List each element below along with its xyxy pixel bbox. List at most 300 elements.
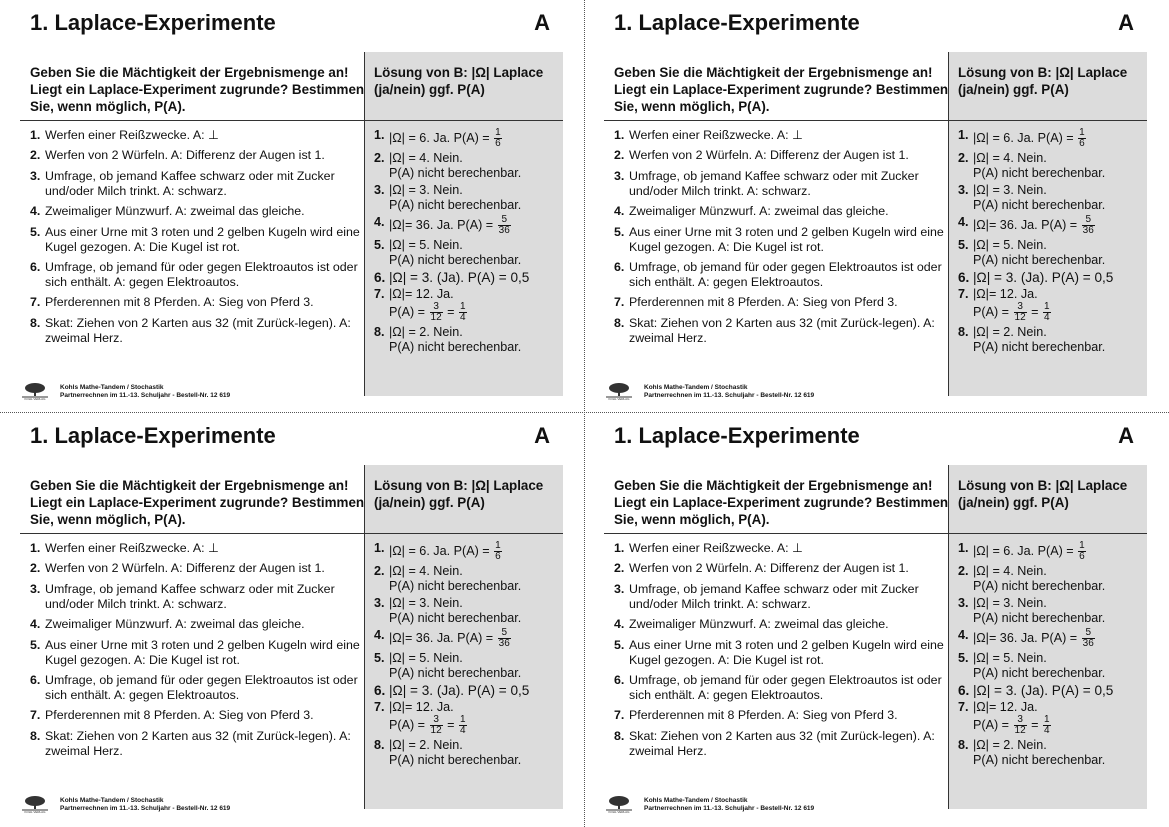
- fraction: [1014, 302, 1027, 323]
- footer-text: [60, 797, 230, 813]
- solution-text: P(A) nicht berechenbar.: [389, 611, 522, 625]
- footer: [18, 795, 230, 813]
- solution-text: P(A) nicht berechenbar.: [973, 666, 1106, 680]
- item-text: Skat: Ziehen von 2 Karten aus 32 (mit Zurück-legen). A: zweimal Herz.: [45, 315, 351, 345]
- numerator: 1: [1044, 714, 1050, 725]
- publisher-logo: [602, 382, 636, 400]
- fraction: [498, 215, 511, 236]
- list-item: [30, 316, 368, 346]
- solution-item: [374, 151, 563, 181]
- divider: [365, 120, 563, 121]
- item-text: Umfrage, ob jemand für oder gegen Elektroautos ist oder sich enthält. A: gegen Elektroautos.: [45, 259, 358, 289]
- fraction: [430, 302, 443, 323]
- list-item: [30, 128, 368, 143]
- item-number: 6.: [374, 270, 386, 285]
- numerator: 3: [430, 302, 443, 313]
- solution-item: [958, 270, 1147, 285]
- task-list: [614, 128, 952, 351]
- item-text: Umfrage, ob jemand Kaffee schwarz oder mit Zucker und/oder Milch trinkt. A: schwarz.: [629, 581, 919, 611]
- task-question: Geben Sie die Mächtigkeit der Ergebnismenge an! Liegt ein Laplace-Experiment zugrunde? Bestimmen Sie, wenn möglich, P(A).: [614, 478, 949, 527]
- item-number: 3.: [958, 596, 969, 610]
- item-text: Pferderennen mit 8 Pferden. A: Sieg von Pferd 3.: [45, 708, 314, 723]
- solution-text: |Ω| = 2. Nein.: [973, 325, 1047, 339]
- item-text: Werfen von 2 Würfeln. A: Differenz der Augen ist 1.: [45, 561, 325, 576]
- task-panel: [604, 465, 948, 809]
- list-item: [30, 295, 368, 310]
- solution-item: [374, 700, 563, 736]
- solution-text: P(A) nicht berechenbar.: [389, 666, 522, 680]
- item-number: 5.: [30, 637, 41, 652]
- solution-list: [374, 128, 563, 357]
- item-number: 1.: [614, 541, 625, 555]
- solution-text: |Ω| = 5. Nein.: [973, 651, 1047, 665]
- solution-panel: [364, 52, 563, 396]
- solution-text: |Ω| = 2. Nein.: [389, 325, 463, 339]
- solution-header: Lösung von B: |Ω| Laplace (ja/nein) ggf. P(A): [958, 478, 1128, 510]
- list-item: [30, 225, 368, 255]
- item-number: 7.: [958, 287, 969, 301]
- solution-text: P(A) =: [389, 304, 426, 319]
- solution-item: [374, 325, 563, 355]
- solution-text: |Ω| = 4. Nein.: [389, 151, 463, 165]
- footer-line: Kohls Mathe-Tandem / Stochastik: [644, 797, 748, 804]
- solution-text: |Ω|= 36. Ja. P(A) =: [973, 217, 1078, 232]
- solution-text: P(A) nicht berechenbar.: [389, 579, 522, 593]
- item-text: Werfen von 2 Würfeln. A: Differenz der Augen ist 1.: [45, 148, 325, 163]
- item-text: Zweimaliger Münzwurf. A: zweimal das gleiche.: [629, 204, 889, 219]
- list-item: [614, 729, 952, 759]
- list-item: [30, 561, 368, 576]
- footer-line: Partnerrechnen im 11.-13. Schuljahr - Bestell-Nr. 12 619: [60, 392, 231, 399]
- solution-item: [958, 564, 1147, 594]
- card-letter: A: [1118, 10, 1134, 35]
- item-number: 1.: [30, 541, 41, 555]
- solution-text: |Ω| = 3. (Ja). P(A) = 0,5: [973, 270, 1114, 285]
- denominator: 36: [498, 225, 510, 236]
- numerator: 5: [498, 628, 511, 639]
- numerator: 1: [495, 540, 501, 551]
- item-text: Aus einer Urne mit 3 roten und 2 gelben Kugeln wird eine Kugel gezogen. A: Die Kugel ist rot.: [45, 637, 360, 667]
- footer-line: Kohls Mathe-Tandem / Stochastik: [60, 797, 164, 804]
- solution-item: [958, 183, 1147, 213]
- solution-item: [958, 238, 1147, 268]
- card-title: 1. Laplace-Experimente: [614, 10, 860, 35]
- item-number: 5.: [614, 224, 625, 239]
- fraction: [1078, 128, 1086, 149]
- solution-item: [374, 738, 563, 768]
- publisher-logo: [602, 795, 636, 813]
- item-text: Zweimaliger Münzwurf. A: zweimal das gleiche.: [45, 617, 305, 632]
- svg-text:KOHL VERLAG: KOHL VERLAG: [24, 397, 46, 400]
- item-number: 7.: [614, 295, 625, 310]
- list-item: [30, 617, 368, 632]
- solution-text: |Ω| = 6. Ja. P(A) =: [973, 543, 1074, 558]
- footer-text: [60, 384, 230, 400]
- solution-text: |Ω| = 2. Nein.: [389, 738, 463, 752]
- item-number: 3.: [374, 596, 385, 610]
- item-number: 8.: [374, 325, 385, 339]
- solution-item: [374, 651, 563, 681]
- item-number: 4.: [614, 204, 625, 219]
- list-item: [614, 617, 952, 632]
- list-item: [614, 295, 952, 310]
- solution-text: |Ω| = 6. Ja. P(A) =: [973, 130, 1074, 145]
- item-text: Umfrage, ob jemand für oder gegen Elektroautos ist oder sich enthält. A: gegen Elektroautos.: [629, 259, 942, 289]
- item-number: 3.: [614, 581, 625, 596]
- footer-text: [644, 797, 814, 813]
- solution-text: |Ω| = 5. Nein.: [973, 238, 1047, 252]
- solution-item: [374, 183, 563, 213]
- solution-list: [958, 541, 1147, 770]
- solution-text: |Ω| = 3. (Ja). P(A) = 0,5: [389, 270, 530, 285]
- item-number: 1.: [30, 128, 41, 142]
- item-number: 2.: [374, 564, 385, 578]
- denominator: 12: [1014, 725, 1026, 736]
- solution-item: [374, 596, 563, 626]
- item-number: 6.: [958, 683, 970, 698]
- numerator: 1: [1079, 127, 1085, 138]
- solution-item: [958, 325, 1147, 355]
- solution-item: [958, 215, 1147, 236]
- item-number: 8.: [374, 738, 385, 752]
- item-number: 7.: [30, 708, 41, 723]
- list-item: [614, 561, 952, 576]
- footer-text: [644, 384, 814, 400]
- solution-item: [374, 128, 563, 149]
- divider: [949, 533, 1147, 534]
- fraction: [430, 715, 443, 736]
- item-number: 1.: [614, 128, 625, 142]
- tree-icon: [604, 382, 634, 400]
- item-number: 1.: [958, 541, 969, 555]
- item-number: 3.: [614, 168, 625, 183]
- solution-item: [374, 541, 563, 562]
- list-item: [614, 673, 952, 703]
- solution-item: [958, 683, 1147, 698]
- list-item: [30, 204, 368, 219]
- item-text: Umfrage, ob jemand Kaffee schwarz oder mit Zucker und/oder Milch trinkt. A: schwarz.: [629, 168, 919, 198]
- divider: [365, 533, 563, 534]
- item-number: 4.: [374, 215, 385, 229]
- item-number: 8.: [614, 728, 625, 743]
- list-item: [30, 638, 368, 668]
- solution-item: [958, 596, 1147, 626]
- list-item: [30, 541, 368, 556]
- solution-item: [374, 683, 563, 698]
- divider: [20, 533, 364, 534]
- list-item: [614, 582, 952, 612]
- task-question: Geben Sie die Mächtigkeit der Ergebnismenge an! Liegt ein Laplace-Experiment zugrunde? Bestimmen Sie, wenn möglich, P(A).: [30, 65, 365, 114]
- fraction: [494, 541, 502, 562]
- solution-text: P(A) =: [389, 717, 426, 732]
- item-number: 4.: [374, 628, 385, 642]
- solution-text: |Ω| = 2. Nein.: [973, 738, 1047, 752]
- denominator: 6: [495, 551, 501, 562]
- item-number: 6.: [30, 672, 41, 687]
- tree-icon: [604, 795, 634, 813]
- item-text: Skat: Ziehen von 2 Karten aus 32 (mit Zurück-legen). A: zweimal Herz.: [629, 315, 935, 345]
- item-number: 2.: [30, 561, 41, 576]
- equals-sign: =: [1031, 304, 1039, 319]
- card-title: 1. Laplace-Experimente: [614, 423, 860, 448]
- item-number: 8.: [958, 738, 969, 752]
- solution-text: |Ω| = 3. Nein.: [389, 183, 463, 197]
- solution-text: |Ω|= 12. Ja.: [973, 287, 1038, 301]
- footer-line: Kohls Mathe-Tandem / Stochastik: [644, 384, 748, 391]
- horizontal-cut-line: [0, 412, 1169, 413]
- item-number: 3.: [30, 581, 41, 596]
- item-text: Werfen einer Reißzwecke. A: ⊥: [45, 128, 219, 142]
- solution-text: P(A) nicht berechenbar.: [389, 253, 522, 267]
- denominator: 6: [495, 138, 501, 149]
- divider: [604, 120, 948, 121]
- item-text: Pferderennen mit 8 Pferden. A: Sieg von Pferd 3.: [629, 708, 898, 723]
- solution-text: P(A) =: [973, 717, 1010, 732]
- item-number: 8.: [958, 325, 969, 339]
- list-item: [30, 169, 368, 199]
- fraction: [1043, 715, 1051, 736]
- item-number: 5.: [958, 238, 969, 252]
- item-number: 2.: [614, 561, 625, 576]
- numerator: 1: [1079, 540, 1085, 551]
- item-number: 2.: [374, 151, 385, 165]
- solution-text: |Ω| = 4. Nein.: [973, 151, 1047, 165]
- list-item: [614, 128, 952, 143]
- item-text: Pferderennen mit 8 Pferden. A: Sieg von Pferd 3.: [629, 295, 898, 310]
- item-text: Pferderennen mit 8 Pferden. A: Sieg von Pferd 3.: [45, 295, 314, 310]
- list-item: [614, 148, 952, 163]
- solution-text: P(A) nicht berechenbar.: [389, 198, 522, 212]
- laplace-card: [586, 2, 1146, 410]
- item-text: Werfen einer Reißzwecke. A: ⊥: [629, 128, 803, 142]
- item-number: 8.: [30, 728, 41, 743]
- task-panel: [604, 52, 948, 396]
- item-number: 7.: [614, 708, 625, 723]
- solution-item: [374, 270, 563, 285]
- task-list: [614, 541, 952, 764]
- numerator: 3: [430, 715, 443, 726]
- item-number: 8.: [614, 315, 625, 330]
- denominator: 6: [1079, 138, 1085, 149]
- footer-line: Kohls Mathe-Tandem / Stochastik: [60, 384, 164, 391]
- list-item: [30, 729, 368, 759]
- item-text: Werfen von 2 Würfeln. A: Differenz der Augen ist 1.: [629, 561, 909, 576]
- item-text: Skat: Ziehen von 2 Karten aus 32 (mit Zurück-legen). A: zweimal Herz.: [629, 728, 935, 758]
- item-text: Aus einer Urne mit 3 roten und 2 gelben Kugeln wird eine Kugel gezogen. A: Die Kugel ist rot.: [629, 224, 944, 254]
- list-item: [30, 708, 368, 723]
- laplace-card: [2, 415, 562, 823]
- item-number: 2.: [614, 148, 625, 163]
- solution-text: |Ω| = 5. Nein.: [389, 651, 463, 665]
- solution-text: |Ω|= 36. Ja. P(A) =: [973, 630, 1078, 645]
- item-text: Skat: Ziehen von 2 Karten aus 32 (mit Zurück-legen). A: zweimal Herz.: [45, 728, 351, 758]
- vertical-cut-line: [584, 0, 585, 827]
- list-item: [614, 225, 952, 255]
- item-text: Umfrage, ob jemand für oder gegen Elektroautos ist oder sich enthält. A: gegen Elektroautos.: [45, 672, 358, 702]
- denominator: 4: [460, 312, 466, 323]
- task-list: [30, 128, 368, 351]
- footer-line: Partnerrechnen im 11.-13. Schuljahr - Bestell-Nr. 12 619: [644, 805, 815, 812]
- footer-line: Partnerrechnen im 11.-13. Schuljahr - Bestell-Nr. 12 619: [644, 392, 815, 399]
- item-number: 5.: [614, 637, 625, 652]
- numerator: 3: [1014, 715, 1027, 726]
- list-item: [614, 316, 952, 346]
- task-panel: [20, 52, 364, 396]
- solution-text: |Ω| = 3. Nein.: [973, 596, 1047, 610]
- item-number: 7.: [374, 287, 385, 301]
- task-panel: [20, 465, 364, 809]
- svg-text:KOHL VERLAG: KOHL VERLAG: [608, 810, 630, 813]
- item-number: 3.: [374, 183, 385, 197]
- item-number: 7.: [958, 700, 969, 714]
- solution-text: P(A) nicht berechenbar.: [389, 753, 522, 767]
- numerator: 5: [498, 215, 511, 226]
- fraction: [459, 302, 467, 323]
- item-text: Werfen von 2 Würfeln. A: Differenz der Augen ist 1.: [629, 148, 909, 163]
- card-letter: A: [534, 423, 550, 448]
- solution-item: [958, 151, 1147, 181]
- item-text: Umfrage, ob jemand für oder gegen Elektroautos ist oder sich enthält. A: gegen Elektroautos.: [629, 672, 942, 702]
- solution-text: P(A) nicht berechenbar.: [973, 753, 1106, 767]
- item-number: 6.: [30, 259, 41, 274]
- list-item: [614, 169, 952, 199]
- list-item: [614, 541, 952, 556]
- solution-panel: [948, 465, 1147, 809]
- item-text: Umfrage, ob jemand Kaffee schwarz oder mit Zucker und/oder Milch trinkt. A: schwarz.: [45, 581, 335, 611]
- card-letter: A: [534, 10, 550, 35]
- solution-item: [958, 628, 1147, 649]
- solution-text: P(A) nicht berechenbar.: [973, 340, 1106, 354]
- fraction: [1082, 215, 1095, 236]
- solution-text: |Ω| = 3. (Ja). P(A) = 0,5: [389, 683, 530, 698]
- list-item: [614, 638, 952, 668]
- solution-text: |Ω| = 6. Ja. P(A) =: [389, 130, 490, 145]
- solution-text: |Ω| = 6. Ja. P(A) =: [389, 543, 490, 558]
- numerator: 3: [1014, 302, 1027, 313]
- solution-item: [958, 128, 1147, 149]
- item-text: Aus einer Urne mit 3 roten und 2 gelben Kugeln wird eine Kugel gezogen. A: Die Kugel ist rot.: [45, 224, 360, 254]
- fraction: [498, 628, 511, 649]
- solution-header: Lösung von B: |Ω| Laplace (ja/nein) ggf. P(A): [374, 65, 544, 97]
- denominator: 4: [1044, 312, 1050, 323]
- item-number: 5.: [374, 238, 385, 252]
- card-letter: A: [1118, 423, 1134, 448]
- solution-text: P(A) nicht berechenbar.: [973, 253, 1106, 267]
- solution-list: [374, 541, 563, 770]
- solution-header: Lösung von B: |Ω| Laplace (ja/nein) ggf. P(A): [374, 478, 544, 510]
- fraction: [1043, 302, 1051, 323]
- equals-sign: =: [1031, 717, 1039, 732]
- solution-item: [958, 651, 1147, 681]
- item-number: 7.: [374, 700, 385, 714]
- item-number: 2.: [30, 148, 41, 163]
- fraction: [459, 715, 467, 736]
- denominator: 12: [1014, 312, 1026, 323]
- solution-text: |Ω| = 3. (Ja). P(A) = 0,5: [973, 683, 1114, 698]
- solution-item: [374, 238, 563, 268]
- fraction: [1082, 628, 1095, 649]
- numerator: 1: [1044, 301, 1050, 312]
- solution-text: |Ω|= 12. Ja.: [389, 700, 454, 714]
- item-text: Umfrage, ob jemand Kaffee schwarz oder mit Zucker und/oder Milch trinkt. A: schwarz.: [45, 168, 335, 198]
- laplace-card: [586, 415, 1146, 823]
- numerator: 1: [495, 127, 501, 138]
- numerator: 1: [460, 714, 466, 725]
- item-text: Werfen einer Reißzwecke. A: ⊥: [629, 541, 803, 555]
- solution-text: P(A) nicht berechenbar.: [973, 579, 1106, 593]
- item-number: 4.: [614, 617, 625, 632]
- solution-text: |Ω|= 36. Ja. P(A) =: [389, 630, 494, 645]
- solution-item: [374, 564, 563, 594]
- divider: [949, 120, 1147, 121]
- publisher-logo: [18, 795, 52, 813]
- solution-text: P(A) nicht berechenbar.: [973, 198, 1106, 212]
- item-number: 5.: [958, 651, 969, 665]
- list-item: [614, 204, 952, 219]
- tree-icon: [20, 382, 50, 400]
- solution-item: [958, 700, 1147, 736]
- denominator: 6: [1079, 551, 1085, 562]
- denominator: 36: [498, 638, 510, 649]
- solution-text: |Ω| = 3. Nein.: [973, 183, 1047, 197]
- footer: [602, 382, 814, 400]
- publisher-logo: [18, 382, 52, 400]
- item-number: 8.: [30, 315, 41, 330]
- item-text: Werfen einer Reißzwecke. A: ⊥: [45, 541, 219, 555]
- solution-item: [374, 215, 563, 236]
- numerator: 5: [1082, 215, 1095, 226]
- denominator: 12: [430, 725, 442, 736]
- solution-text: |Ω|= 12. Ja.: [973, 700, 1038, 714]
- list-item: [30, 260, 368, 290]
- equals-sign: =: [447, 304, 455, 319]
- item-number: 6.: [958, 270, 970, 285]
- list-item: [614, 260, 952, 290]
- item-number: 1.: [374, 128, 385, 142]
- footer-line: Partnerrechnen im 11.-13. Schuljahr - Bestell-Nr. 12 619: [60, 805, 231, 812]
- task-question: Geben Sie die Mächtigkeit der Ergebnismenge an! Liegt ein Laplace-Experiment zugrunde? Bestimmen Sie, wenn möglich, P(A).: [30, 478, 365, 527]
- solution-text: P(A) nicht berechenbar.: [389, 340, 522, 354]
- task-list: [30, 541, 368, 764]
- solution-item: [958, 738, 1147, 768]
- item-text: Zweimaliger Münzwurf. A: zweimal das gleiche.: [629, 617, 889, 632]
- solution-panel: [948, 52, 1147, 396]
- solution-text: P(A) =: [973, 304, 1010, 319]
- item-number: 2.: [958, 564, 969, 578]
- footer: [602, 795, 814, 813]
- item-text: Aus einer Urne mit 3 roten und 2 gelben Kugeln wird eine Kugel gezogen. A: Die Kugel ist rot.: [629, 637, 944, 667]
- solution-text: |Ω|= 36. Ja. P(A) =: [389, 217, 494, 232]
- solution-text: P(A) nicht berechenbar.: [973, 611, 1106, 625]
- numerator: 5: [1082, 628, 1095, 639]
- item-number: 4.: [958, 215, 969, 229]
- equals-sign: =: [447, 717, 455, 732]
- divider: [604, 533, 948, 534]
- item-number: 6.: [374, 683, 386, 698]
- solution-list: [958, 128, 1147, 357]
- list-item: [30, 148, 368, 163]
- divider: [20, 120, 364, 121]
- solution-item: [374, 287, 563, 323]
- solution-text: P(A) nicht berechenbar.: [389, 166, 522, 180]
- solution-header: Lösung von B: |Ω| Laplace (ja/nein) ggf. P(A): [958, 65, 1128, 97]
- solution-panel: [364, 465, 563, 809]
- list-item: [30, 673, 368, 703]
- item-number: 4.: [958, 628, 969, 642]
- solution-text: P(A) nicht berechenbar.: [973, 166, 1106, 180]
- item-number: 2.: [958, 151, 969, 165]
- footer: [18, 382, 230, 400]
